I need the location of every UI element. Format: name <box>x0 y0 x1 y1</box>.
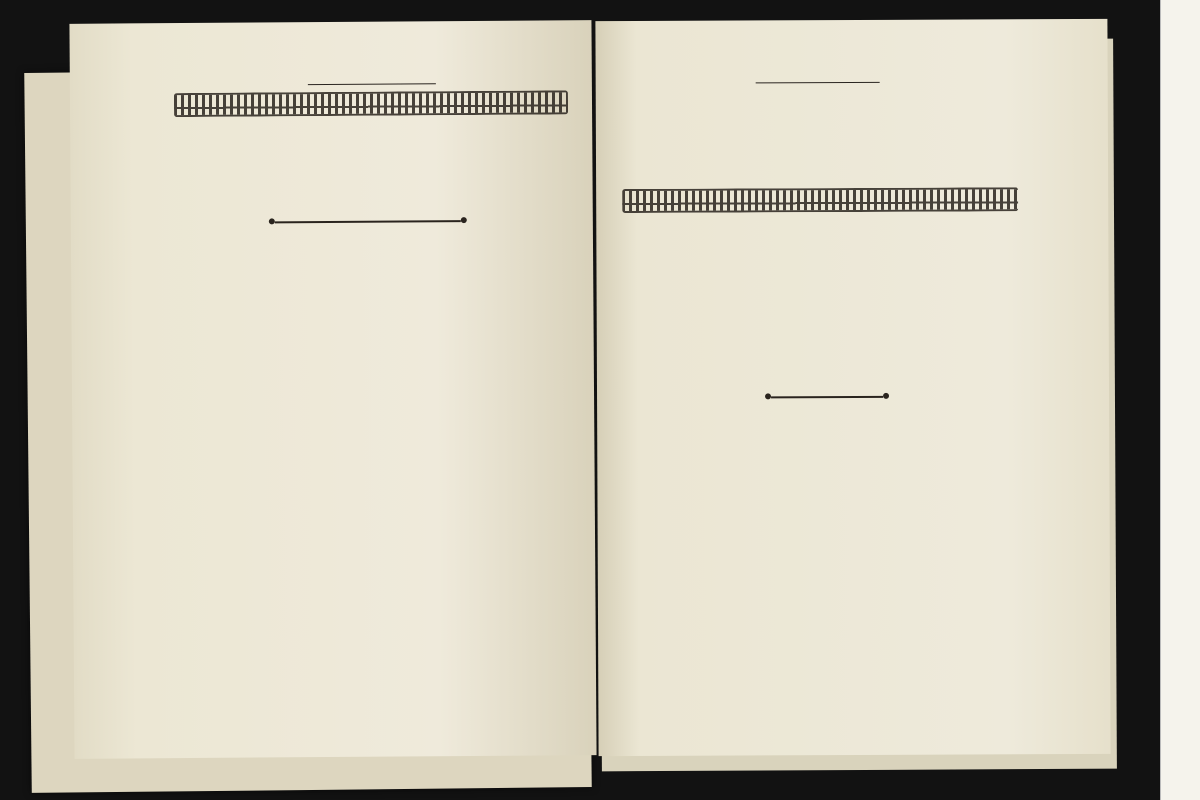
measuring-ruler <box>1160 0 1200 800</box>
verse-block <box>184 243 198 281</box>
scene-setting <box>609 285 1049 287</box>
head-ornament-band <box>622 187 1018 213</box>
dialogue <box>595 19 1107 21</box>
section-rule <box>771 396 883 398</box>
folio-rule <box>756 82 880 84</box>
section-rule <box>275 220 461 223</box>
folio-rule <box>308 83 436 85</box>
left-page <box>69 20 596 759</box>
verse-lines <box>184 262 198 281</box>
right-page <box>595 19 1110 756</box>
head-ornament-band <box>174 90 568 117</box>
verse-line <box>184 243 198 262</box>
